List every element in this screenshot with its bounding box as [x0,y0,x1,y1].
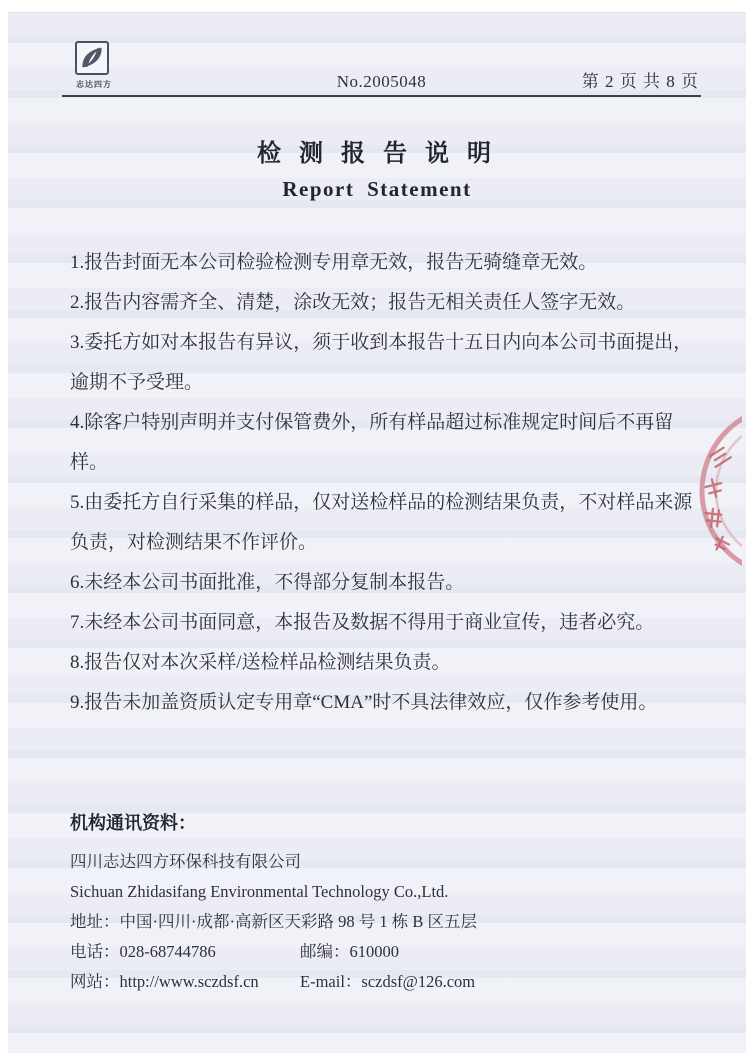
report-title-en: Report Statement [282,177,472,201]
contact-info-section [70,809,696,997]
postcode-value: 610000 [349,942,399,961]
statement-item: 2.报告内容需齐全、清楚，涂改无效；报告无相关责任人签字无效。 [70,292,636,313]
address-label: 地址： [70,912,120,931]
edge-seal-stamp-icon [687,415,742,600]
logo-caption: 志达四方 [76,80,112,89]
company-name-zh: 四川志达四方环保科技有限公司 [70,852,301,871]
page-header [62,37,701,97]
phone-value: 028-68744786 [119,942,216,961]
website-label: 网站： [70,972,120,991]
statement-item: 1.报告封面无本公司检验检测专用章无效，报告无骑缝章无效。 [70,252,598,273]
website-value: http://www.sczdsf.cn [119,972,259,991]
statement-item: 7.未经本公司书面同意，本报告及数据不得用于商业宣传，违者必究。 [70,612,655,633]
statement-item: 6.未经本公司书面批准，不得部分复制本报告。 [70,572,465,593]
address-line [70,907,696,937]
statement-list [70,243,706,723]
page-indicator: 第 2 页 共 8 页 [581,72,699,91]
company-name-en: Sichuan Zhidasifang Environmental Technology Co.,Ltd. [70,882,449,901]
phone-postcode-line [70,937,696,967]
statement-item: 4.除客户特别声明并支付保管费外，所有样品超过标准规定时间后不再留样。 [70,412,674,473]
company-logo-icon [75,41,109,75]
postcode-label: 邮编： [300,942,350,961]
statement-item: 3.委托方如对本报告有异议，须于收到本报告十五日内向本公司书面提出，逾期不予受理。 [70,332,693,393]
website-cell [70,967,300,997]
phone-label: 电话： [70,942,120,961]
statement-item: 9.报告未加盖资质认定专用章“CMA”时不具法律效应，仅作参考使用。 [70,692,658,713]
email-cell [300,972,475,991]
statement-item: 5.由委托方自行采集的样品，仅对送检样品的检测结果负责，不对样品来源负责，对检测结果不作评价。 [70,492,693,553]
postcode-cell [300,942,399,961]
statement-item: 8.报告仅对本次采样/送检样品检测结果负责。 [70,652,451,673]
phone-cell [70,937,300,967]
contact-heading: 机构通讯资料： [70,813,196,833]
scanned-report-page [8,12,746,1053]
report-number: No.2005048 [336,72,427,91]
website-email-line [70,967,696,997]
report-title-zh: 检 测 报 告 说 明 [257,141,497,167]
email-label: E-mail： [300,972,362,991]
address-value: 中国·四川·成都·高新区天彩路 98 号 1 栋 B 区五层 [119,912,477,931]
email-value: sczdsf@126.com [361,972,476,991]
